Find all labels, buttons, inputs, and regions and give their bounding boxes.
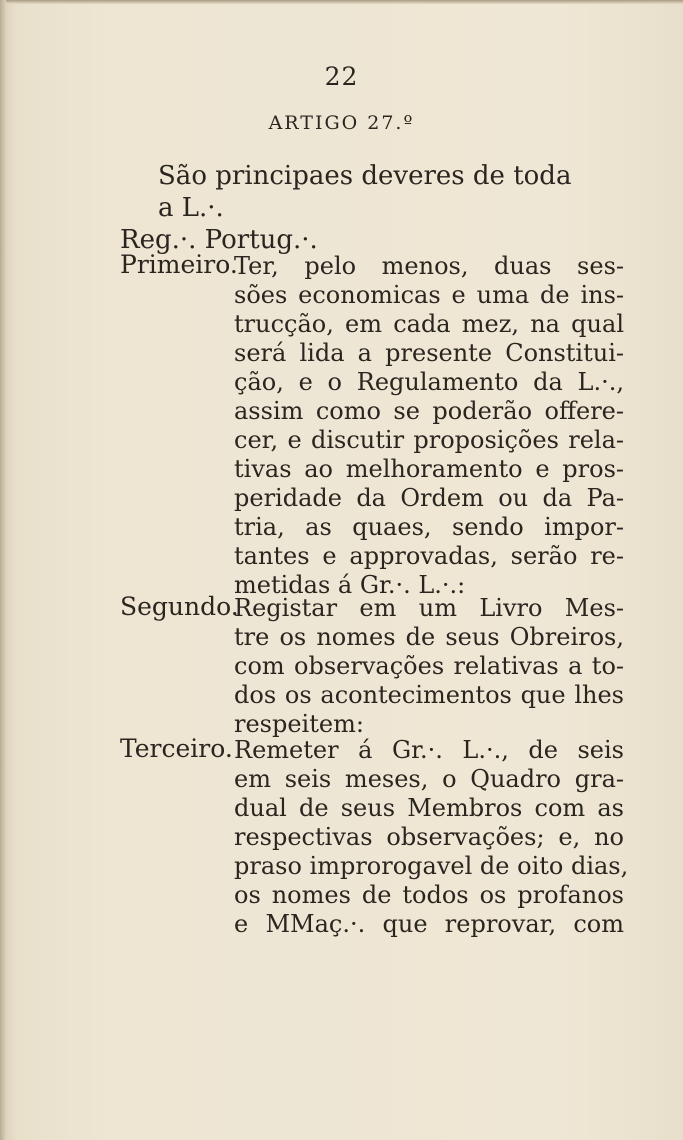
text-line: cer, e discutir proposições rela- [234, 426, 624, 454]
section-label-terceiro: Terceiro. [120, 734, 233, 763]
text-line: respeitem: [234, 710, 364, 738]
intro-line: Reg.·. Portug.·. [120, 225, 318, 255]
text-line: Ter, pelo menos, duas ses- [234, 252, 624, 280]
text-line: os nomes de todos os profanos [234, 881, 624, 909]
intro-paragraph [120, 160, 580, 256]
text-line: Remeter á Gr.·. L.·., de seis [234, 736, 624, 764]
section-text-segundo [234, 594, 624, 739]
text-line: metidas á Gr.·. L.·.: [234, 571, 466, 599]
section-text-primeiro [234, 252, 624, 600]
text-line: tivas ao melhoramento e pros- [234, 455, 624, 483]
article-title: ARTIGO 27.º [268, 112, 415, 134]
text-line: trucção, em cada mez, na qual [234, 310, 624, 338]
section-label-primeiro: Primeiro. [120, 250, 238, 279]
text-line: em seis meses, o Quadro gra- [234, 765, 624, 793]
text-line: Registar em um Livro Mes- [234, 594, 624, 622]
text-line: sões economicas e uma de ins- [234, 281, 624, 309]
text-line: tantes e approvadas, serão re- [234, 542, 624, 570]
section-label-segundo: Segundo. [120, 592, 239, 621]
text-line: será lida a presente Constitui- [234, 339, 624, 367]
text-line: dos os acontecimentos que lhes [234, 681, 624, 709]
section-text-terceiro [234, 736, 629, 939]
intro-line: São principaes deveres de toda a L.·. [158, 161, 572, 223]
text-line: respectivas observações; e, no [234, 823, 624, 851]
text-line: com observações relativas a to- [234, 652, 624, 680]
page-number: 22 [324, 62, 359, 91]
text-line: tria, as quaes, sendo impor- [234, 513, 624, 541]
text-line: e MMaç.·. que reprovar, com [234, 910, 624, 938]
text-line: peridade da Ordem ou da Pa- [234, 484, 624, 512]
text-line: assim como se poderão offere- [234, 397, 624, 425]
page-top-edge [0, 0, 683, 4]
text-line: ção, e o Regulamento da L.·., [234, 368, 624, 396]
text-line: tre os nomes de seus Obreiros, [234, 623, 624, 651]
text-line: dual de seus Membros com as [234, 794, 624, 822]
text-line: praso improrogavel de oito dias, [234, 852, 629, 880]
page-binding-edge [0, 0, 6, 1140]
